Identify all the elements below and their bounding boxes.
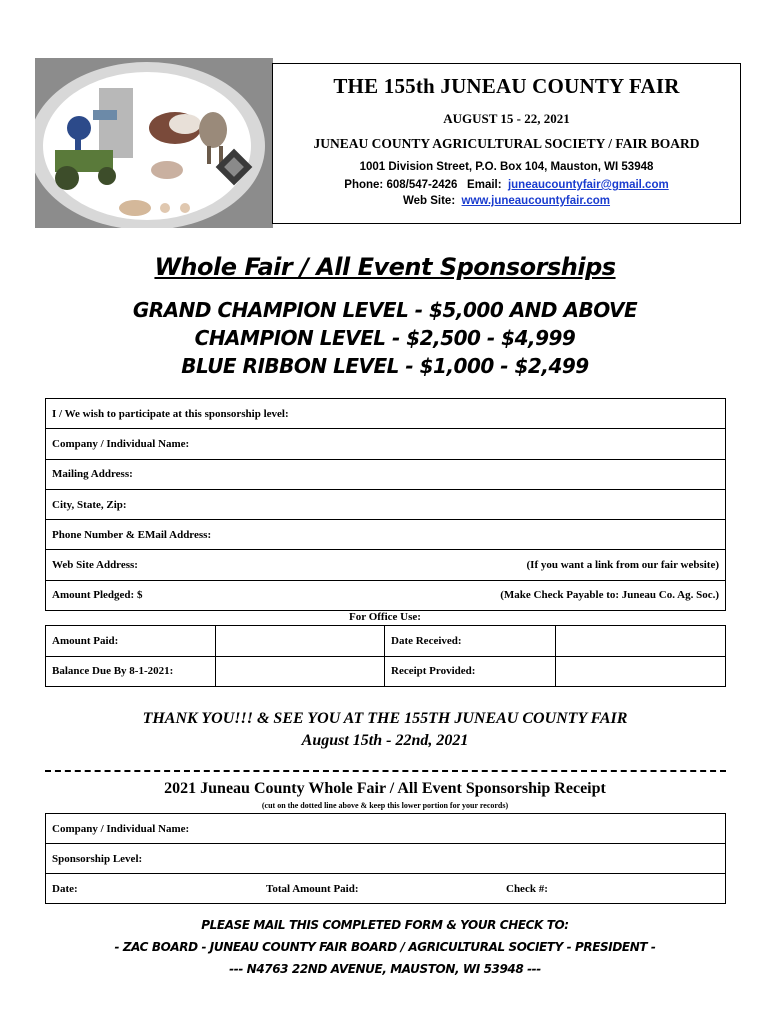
receipt-check-label: Check #: [506,882,548,895]
field-label: Amount Pledged: $ [52,589,143,602]
office-use-label: For Office Use: [349,611,421,623]
society-address: 1001 Division Street, P.O. Box 104, Mauston, WI 53948 [359,161,654,173]
field-sponsorship-level[interactable] [46,399,726,429]
receipt-title: 2021 Juneau County Whole Fair / All Event Sponsorship Receipt [164,780,606,797]
field-label: Web Site Address: [52,559,138,572]
field-amount-pledged[interactable] [46,580,726,610]
receipt-date-label: Date: [52,882,78,895]
society-name: JUNEAU COUNTY AGRICULTURAL SOCIETY / FAIR BOARD [313,136,700,151]
sponsorship-form [45,398,726,611]
fair-dates-line: August 15th - 22nd, 2021 [301,732,469,749]
field-label: Mailing Address: [52,468,133,481]
field-mailing-address[interactable] [46,459,726,489]
level-grand-champion: GRAND CHAMPION LEVEL - $5,000 AND ABOVE [132,298,638,322]
email-link[interactable]: juneaucountyfair@gmail.com [507,179,669,191]
field-label: City, State, Zip: [52,498,127,511]
date-received-field[interactable] [556,626,726,657]
level-blue-ribbon: BLUE RIBBON LEVEL - $1,000 - $2,499 [181,354,589,378]
web-label: Web Site: [402,195,456,207]
receipt-note: (cut on the dotted line above & keep this lower portion for your records) [261,801,509,810]
receipt-provided-field[interactable] [556,656,726,687]
cut-line [45,758,726,772]
field-city-state-zip[interactable] [46,489,726,519]
thank-you-line: THANK YOU!!! & SEE YOU AT THE 155TH JUNEAU COUNTY FAIR [142,710,628,727]
web-link[interactable]: www.juneaucountyfair.com [461,195,611,207]
receipt-form [45,813,726,904]
field-label: Company / Individual Name: [52,437,190,450]
amount-paid-field[interactable] [216,626,385,657]
level-champion: CHAMPION LEVEL - $2,500 - $4,999 [194,326,576,350]
fair-title: THE 155th JUNEAU COUNTY FAIR [333,74,680,98]
field-label: Company / Individual Name: [52,822,190,835]
receipt-provided-label: Receipt Provided: [385,656,556,687]
field-label: Sponsorship Level: [52,852,143,865]
web-line [273,195,740,207]
receipt-payment-row[interactable] [46,874,726,904]
mail-instructions: PLEASE MAIL THIS COMPLETED FORM & YOUR CHECK TO: [201,918,569,932]
pledge-note: (Make Check Payable to: Juneau Co. Ag. Soc.) [500,589,719,602]
phone-text: Phone: 608/547-2426 [344,179,458,191]
balance-due-label: Balance Due By 8-1-2021: [46,656,216,687]
fair-logo [35,58,273,228]
amount-paid-label: Amount Paid: [46,626,216,657]
sponsorship-title: Whole Fair / All Event Sponsorships [154,253,616,281]
balance-due-field[interactable] [216,656,385,687]
field-company-name[interactable] [46,429,726,459]
mail-recipient: - ZAC BOARD - JUNEAU COUNTY FAIR BOARD / AGRICULTURAL SOCIETY - PRESIDENT - [114,940,656,954]
receipt-total-label: Total Amount Paid: [266,882,359,895]
receipt-company-field[interactable] [46,814,726,844]
receipt-level-field[interactable] [46,844,726,874]
web-note: (If you want a link from our fair website) [526,559,719,572]
office-use-table [45,625,726,687]
mail-address: --- N4763 22ND AVENUE, MAUSTON, WI 53948 --- [229,962,541,976]
field-label: Phone Number & EMail Address: [52,528,212,541]
fair-dates: AUGUST 15 - 22, 2021 [443,111,570,126]
email-label: Email: [467,179,502,191]
header-box [272,63,741,224]
field-label: I / We wish to participate at this sponsorship level: [52,407,289,420]
field-web-site[interactable] [46,550,726,580]
field-phone-email[interactable] [46,520,726,550]
contact-line [273,179,740,191]
date-received-label: Date Received: [385,626,556,657]
